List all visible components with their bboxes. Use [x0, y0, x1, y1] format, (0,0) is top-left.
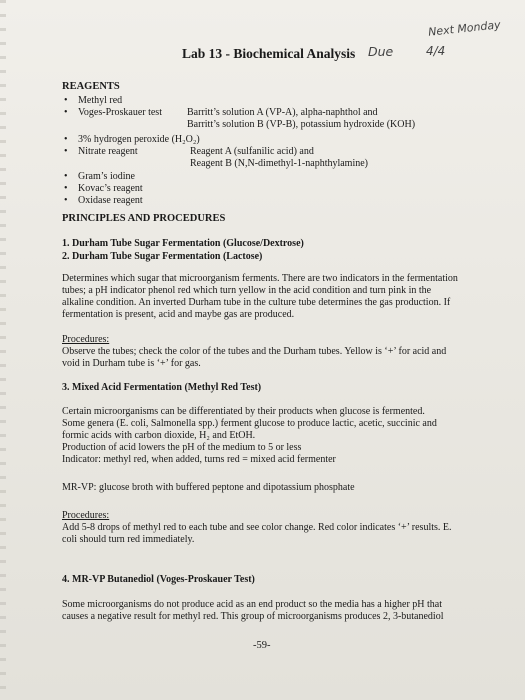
paragraph-line: Production of acid lowers the pH of the medium to 5 or less: [62, 442, 302, 453]
paragraph-line: alkaline condition. An inverted Durham tube in the culture tube determines the gas production. If: [62, 297, 451, 308]
handwritten-next-monday: Next Monday: [427, 18, 502, 39]
paragraph-line: formic acids with carbon dioxide, H₂ and EtOH.: [62, 430, 256, 441]
procedure-line: coli should turn red immediately.: [62, 534, 195, 545]
procedures-label: Procedures:: [62, 334, 110, 345]
page-number: -59-: [253, 640, 271, 651]
reagent-detail: Reagent A (sulfanilic acid) and: [190, 146, 314, 157]
reagent-item: • 3% hydrogen peroxide (H₂O₂): [78, 133, 200, 146]
section-heading-3: 3. Mixed Acid Fermentation (Methyl Red Test): [62, 382, 262, 393]
reagents-heading: REAGENTS: [62, 81, 120, 92]
section-heading-4: 4. MR-VP Butanediol (Voges-Proskauer Test): [62, 574, 255, 585]
procedure-line: Add 5-8 drops of methyl red to each tube and see color change. Red color indicates ‘+’ results. E.: [62, 522, 452, 533]
handwritten-due-mark: 4/4: [426, 44, 446, 58]
paragraph-line: Certain microorganisms can be differentiated by their products when glucose is fermented.: [62, 406, 425, 417]
binder-edge: [0, 0, 6, 700]
reagent-item: • Methyl red: [78, 94, 122, 107]
procedure-line: Observe the tubes; check the color of the tubes and the Durham tubes. Yellow is ‘+’ for acid and: [62, 346, 447, 357]
reagent-detail: Reagent B (N,N-dimethyl-1-naphthylamine): [190, 158, 369, 169]
reagent-item: • Nitrate reagent: [78, 145, 138, 158]
page-title: Lab 13 - Biochemical Analysis: [182, 46, 356, 61]
paragraph-line: Determines which sugar that microorganism ferments. There are two indicators in the fermentation: [62, 273, 458, 284]
paragraph-line: causes a negative result for methyl red. This group of microorganisms produces 2, 3-butanediol: [62, 611, 444, 622]
reagent-item: • Oxidase reagent: [78, 194, 143, 207]
section-heading-1: 1. Durham Tube Sugar Fermentation (Glucose/Dextrose): [62, 238, 304, 249]
paragraph-line: Some microorganisms do not produce acid as an end product so the media has a higher pH that: [62, 599, 442, 610]
paragraph-line: fermentation is present, acid and maybe gas are produced.: [62, 309, 295, 320]
paragraph-line: tubes; a pH indicator phenol red which turn yellow in the acid condition and turn pink in the: [62, 285, 432, 296]
procedures-label: Procedures:: [62, 510, 110, 521]
reagent-item: • Gram’s iodine: [78, 170, 135, 183]
principles-heading: PRINCIPLES AND PROCEDURES: [62, 213, 226, 224]
handwritten-due: Due: [368, 44, 394, 59]
paragraph-line: Indicator: methyl red, when added, turns red = mixed acid fermenter: [62, 454, 336, 465]
mrvp-broth-line: MR-VP: glucose broth with buffered peptone and dipotassium phosphate: [62, 482, 355, 493]
reagent-item: • Voges-Proskauer test: [78, 106, 162, 119]
reagent-detail: Barritt’s solution A (VP-A), alpha-naphthol and: [187, 107, 378, 118]
paragraph-line: Some genera (E. coli, Salmonella spp.) ferment glucose to produce lactic, acetic, succinic and: [62, 418, 437, 429]
procedure-line: void in Durham tube is ‘+’ for gas.: [62, 358, 201, 369]
section-heading-2: 2. Durham Tube Sugar Fermentation (Lactose): [62, 251, 263, 262]
reagent-item: • Kovac’s reagent: [78, 182, 143, 195]
reagent-detail: Barritt’s solution B (VP-B), potassium hydroxide (KOH): [187, 119, 416, 130]
